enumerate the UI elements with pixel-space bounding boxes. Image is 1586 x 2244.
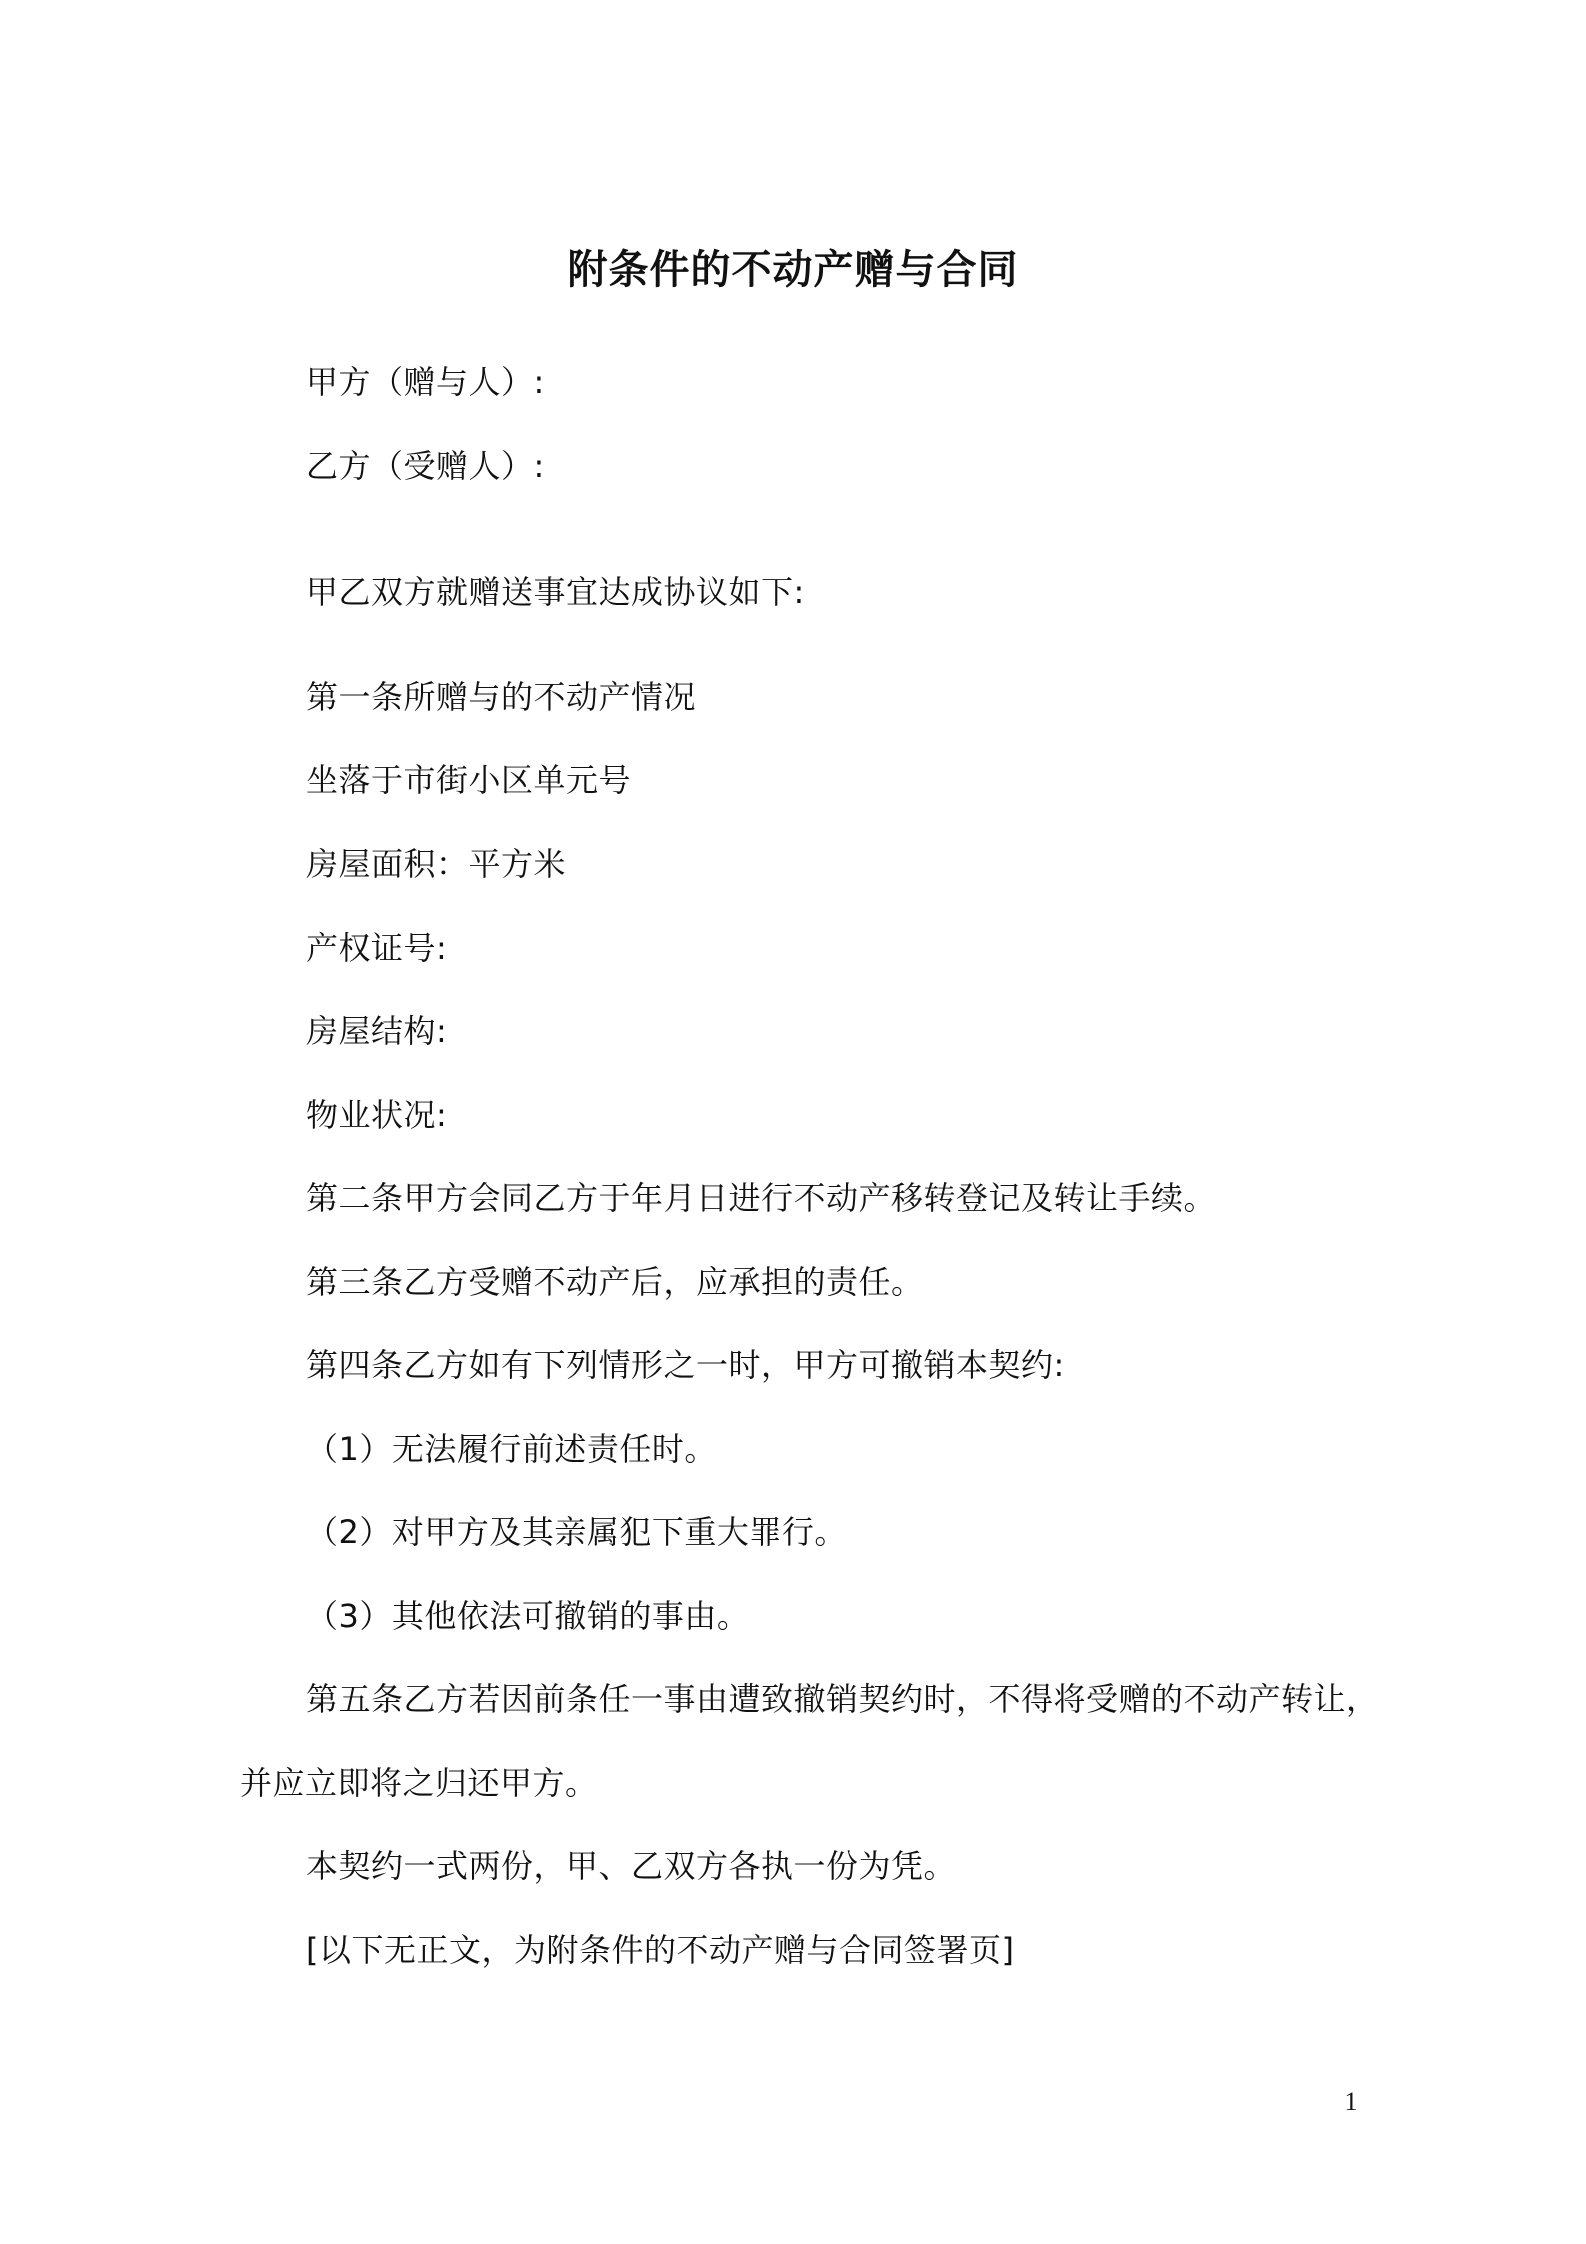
property-location: 坐落于市街小区单元号 — [306, 761, 632, 799]
article-4-item: （1）无法履行前述责任时。 — [306, 1430, 717, 1468]
party-a-line: 甲方（赠与人）: — [306, 363, 545, 401]
intro-paragraph: 甲乙双方就赠送事宜达成协议如下: — [306, 573, 805, 611]
document-title: 附条件的不动产赠与合同 — [567, 247, 1019, 293]
article-5-line-2: 并应立即将之归还甲方。 — [240, 1764, 598, 1802]
property-area: 房屋面积：平方米 — [306, 845, 567, 883]
article-4-heading: 第四条乙方如有下列情形之一时，甲方可撤销本契约: — [306, 1346, 1065, 1384]
article-3: 第三条乙方受赠不动产后，应承担的责任。 — [306, 1263, 924, 1301]
article-1-heading: 第一条所赠与的不动产情况 — [306, 678, 697, 716]
property-certificate: 产权证号: — [306, 929, 448, 967]
article-4-item: （2）对甲方及其亲属犯下重大罪行。 — [306, 1513, 847, 1551]
copies-clause: 本契约一式两份，甲、乙双方各执一份为凭。 — [306, 1847, 957, 1885]
article-4-item: （3）其他依法可撤销的事由。 — [306, 1597, 750, 1635]
property-structure: 房屋结构: — [306, 1012, 448, 1050]
page-number: 1 — [1344, 2087, 1358, 2116]
party-b-line: 乙方（受赠人）: — [306, 447, 545, 485]
article-5-line-1: 第五条乙方若因前条任一事由遭致撤销契约时，不得将受赠的不动产转让， — [306, 1680, 1379, 1718]
property-status: 物业状况: — [306, 1096, 448, 1134]
article-2: 第二条甲方会同乙方于年月日进行不动产移转登记及转让手续。 — [306, 1179, 1217, 1217]
end-note: [以下无正文，为附条件的不动产赠与合同签署页] — [306, 1931, 1015, 1969]
